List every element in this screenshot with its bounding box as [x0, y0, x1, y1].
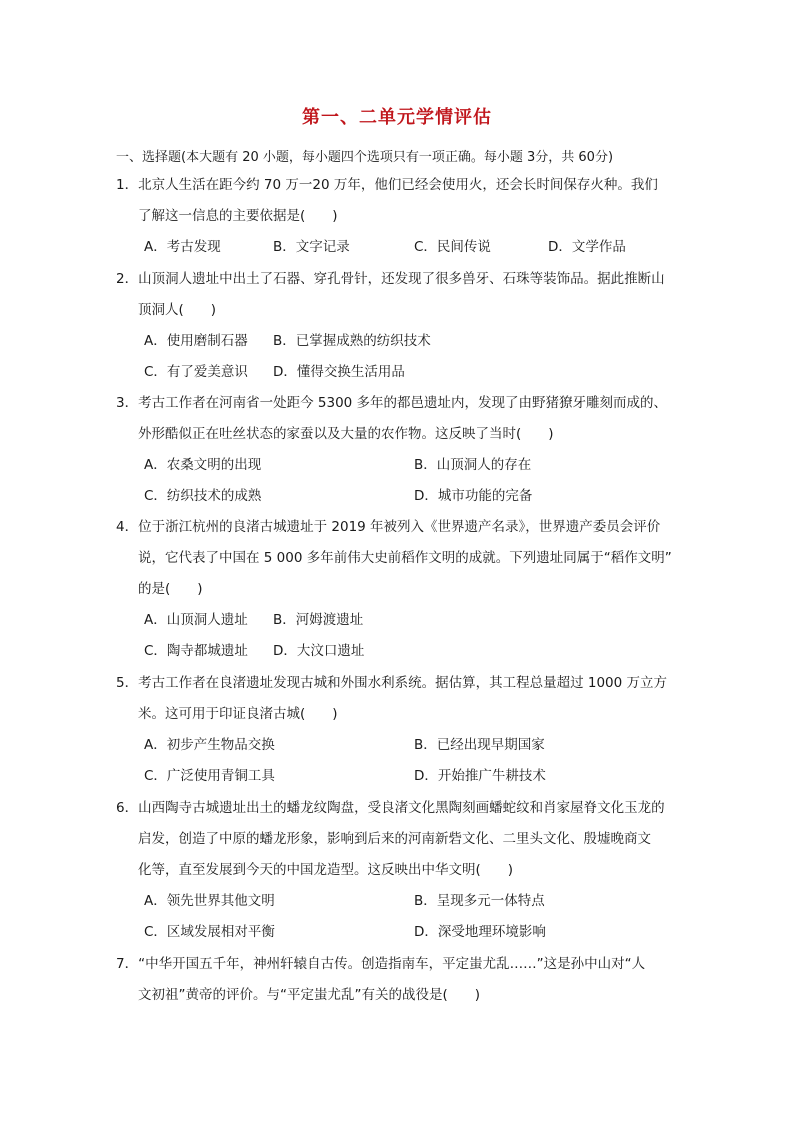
option-b[interactable]: B．河姆渡遗址 — [273, 612, 364, 628]
question-7 — [116, 949, 682, 1011]
question-text: 了解这一信息的主要依据是( ) — [138, 208, 338, 224]
question-text: 文初祖”黄帝的评价。与“平定蚩尤乱”有关的战役是( ) — [138, 987, 481, 1003]
question-number: 1． — [116, 177, 139, 193]
option-a[interactable]: A．考古发现 — [144, 239, 221, 255]
question-text: 考古工作者在河南省一处距今 5300 多年的都邑遗址内，发现了由野猪獠牙雕刻而成的、 — [138, 395, 668, 411]
options-row — [116, 730, 682, 761]
option-a[interactable]: A．使用磨制石器 — [144, 333, 248, 349]
question-text: 山西陶寺古城遗址出土的蟠龙纹陶盘，受良渚文化黑陶刻画蟠蛇纹和肖家屋脊文化玉龙的 — [138, 800, 665, 816]
option-b[interactable]: B．文字记录 — [273, 239, 350, 255]
question-number: 6． — [116, 800, 139, 816]
option-a[interactable]: A．领先世界其他文明 — [144, 893, 275, 909]
option-d[interactable]: D．懂得交换生活用品 — [273, 364, 405, 380]
option-c[interactable]: C．广泛使用青铜工具 — [144, 768, 275, 784]
question-3 — [116, 388, 682, 512]
option-d[interactable]: D．大汶口遗址 — [273, 643, 365, 659]
question-text: 山顶洞人遗址中出土了石器、穿孔骨针，还发现了很多兽牙、石珠等装饰品。据此推断山 — [138, 271, 665, 287]
page-title: 第一、二单元学情评估 — [302, 107, 492, 128]
option-b[interactable]: B．已经出现早期国家 — [414, 737, 545, 753]
question-5 — [116, 668, 682, 792]
option-c[interactable]: C．民间传说 — [414, 239, 491, 255]
question-number: 2． — [116, 271, 139, 287]
question-2 — [116, 264, 682, 388]
option-c[interactable]: C．区域发展相对平衡 — [144, 924, 275, 940]
options-row — [116, 450, 682, 481]
option-a[interactable]: A．农桑文明的出现 — [144, 457, 262, 473]
question-4 — [116, 512, 682, 667]
options-row — [116, 357, 682, 388]
question-text: “中华开国五千年，神州轩辕自古传。创造指南车，平定蚩尤乱……”这是孙中山对“人 — [138, 956, 646, 972]
option-d[interactable]: D．开始推广牛耕技术 — [414, 768, 546, 784]
question-1 — [116, 170, 682, 263]
option-d[interactable]: D．文学作品 — [548, 239, 626, 255]
question-6 — [116, 793, 682, 948]
question-text: 说，它代表了中国在 5 000 多年前伟大史前稻作文明的成就。下列遗址同属于“稻作文明” — [138, 550, 672, 566]
question-text: 位于浙江杭州的良渚古城遗址于 2019 年被列入《世界遗产名录》，世界遗产委员会评价 — [138, 519, 661, 535]
question-number: 7． — [116, 956, 139, 972]
options-row — [116, 761, 682, 792]
question-text: 考古工作者在良渚遗址发现古城和外围水利系统。据估算，其工程总量超过 1000 万立方 — [138, 675, 668, 691]
options-row — [116, 917, 682, 948]
option-c[interactable]: C．有了爱美意识 — [144, 364, 248, 380]
options-row — [116, 481, 682, 512]
option-d[interactable]: D．城市功能的完备 — [414, 488, 533, 504]
option-b[interactable]: B．已掌握成熟的纺织技术 — [273, 333, 431, 349]
option-d[interactable]: D．深受地理环境影响 — [414, 924, 546, 940]
option-c[interactable]: C．纺织技术的成熟 — [144, 488, 262, 504]
question-number: 4． — [116, 519, 139, 535]
question-text: 米。这可用于印证良渚古城( ) — [138, 706, 338, 722]
question-text: 顶洞人( ) — [138, 302, 217, 318]
options-row — [116, 232, 682, 263]
question-text: 北京人生活在距今约 70 万一20 万年，他们已经会使用火，还会长时间保存火种。我们 — [138, 177, 658, 193]
option-a[interactable]: A．初步产生物品交换 — [144, 737, 275, 753]
option-b[interactable]: B．呈现多元一体特点 — [414, 893, 545, 909]
options-row — [116, 886, 682, 917]
options-row — [116, 636, 682, 667]
question-number: 5． — [116, 675, 139, 691]
question-text: 启发，创造了中原的蟠龙形象，影响到后来的河南新砦文化、二里头文化、殷墟晚商文 — [138, 831, 651, 847]
options-row — [116, 605, 682, 636]
question-number: 3． — [116, 395, 139, 411]
option-b[interactable]: B．山顶洞人的存在 — [414, 457, 532, 473]
option-c[interactable]: C．陶寺都城遗址 — [144, 643, 248, 659]
option-a[interactable]: A．山顶洞人遗址 — [144, 612, 248, 628]
question-text: 的是( ) — [138, 581, 203, 597]
options-row — [116, 326, 682, 357]
question-text: 化等，直至发展到今天的中国龙造型。这反映出中华文明( ) — [138, 862, 514, 878]
section-heading: 一、选择题(本大题有 20 小题，每小题四个选项只有一项正确。每小题 3分，共 60分) — [116, 150, 614, 165]
question-text: 外形酷似正在吐丝状态的家蚕以及大量的农作物。这反映了当时( ) — [138, 426, 554, 442]
